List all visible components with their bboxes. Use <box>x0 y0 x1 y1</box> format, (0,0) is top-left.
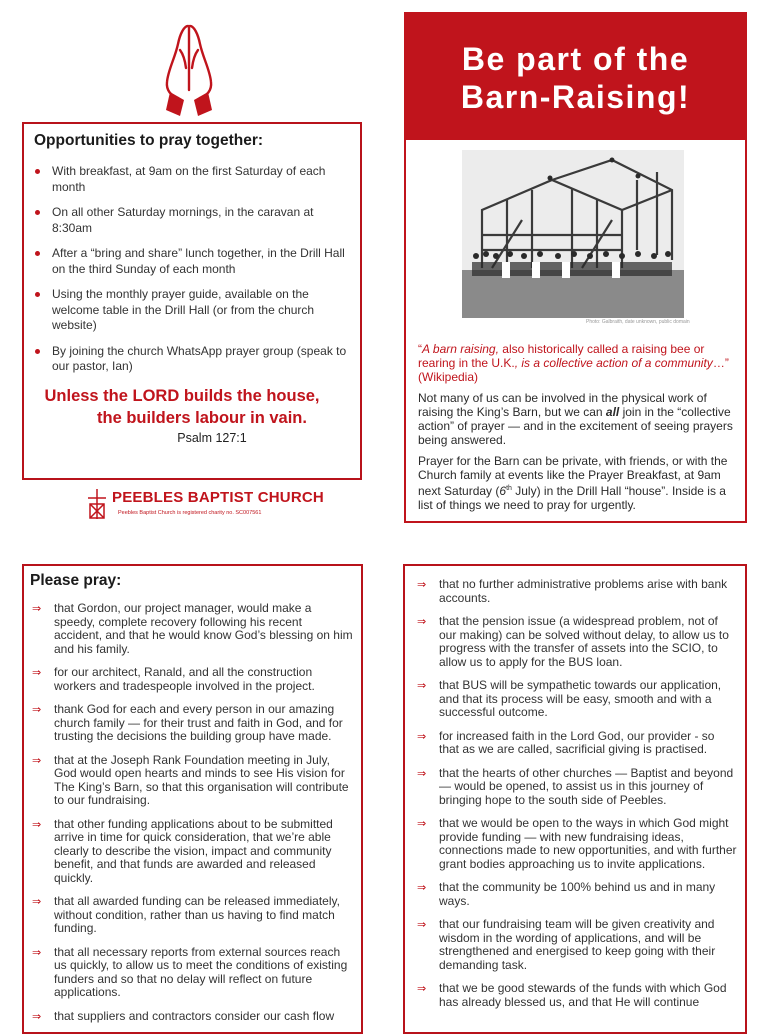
list-item <box>415 679 737 720</box>
barn-raising-panel <box>404 12 747 523</box>
list-item <box>415 767 737 808</box>
list-item <box>415 730 737 757</box>
arrow-bullet-icon: ⇒ <box>32 895 42 908</box>
barn-title-line: Barn-Raising! <box>460 79 691 115</box>
list-item: On all other Saturday mornings, in the caravan at 8:30am <box>34 205 350 236</box>
barn-body <box>418 342 740 519</box>
list-item-text: for increased faith in the Lord God, our provider - so that as we are called, sacrificial giving is practised. <box>439 728 715 756</box>
list-item-text: that our fundraising team will be given creativity and wisdom in the wording of applications, and will be strengthened and energised to keep going with their demanding task. <box>439 917 716 972</box>
arrow-bullet-icon: ⇒ <box>417 729 427 743</box>
barn-paragraph <box>418 391 740 447</box>
opportunities-heading: Opportunities to pray together: <box>34 132 264 149</box>
list-item <box>415 817 737 871</box>
quote-text: also historically called a raising bee or rearing in the U.K. <box>418 342 705 370</box>
church-name: PEEBLES BAPTIST CHURCH <box>112 489 324 506</box>
list-item <box>30 666 353 693</box>
arrow-bullet-icon: ⇒ <box>417 578 427 591</box>
barn-title-line: Be part of the <box>461 41 690 77</box>
barn-raising-photo <box>462 150 684 318</box>
barn-title <box>406 40 745 116</box>
list-item-text: that the pension issue (a widespread problem, not of our making) can be solved without delay, to allow us to progress with the transfer of assets into the SCIO, to allow us to apply for the BUS loan. <box>439 614 729 669</box>
paragraph-text: Not many of us can be involved in the physical work of raising the King’s Barn, but we can <box>418 391 707 419</box>
quote-line: Unless the LORD builds the house, <box>44 386 320 405</box>
please-pray-box <box>22 564 363 1034</box>
opportunities-list <box>34 164 350 375</box>
scripture-reference: Psalm 127:1 <box>177 430 247 445</box>
more-prayers-box <box>403 564 747 1034</box>
list-item <box>415 881 737 908</box>
arrow-bullet-icon: ⇒ <box>32 703 42 716</box>
list-item <box>30 754 353 808</box>
praying-hands-icon <box>158 20 220 118</box>
list-item <box>415 615 737 669</box>
list-item-text: that suppliers and contractors consider our cash flow <box>54 1008 335 1023</box>
list-item-text: that other funding applications about to be submitted arrive in time for quick consideration, that we’re able clearly to describe the vision, impact and community benefit, and that funds are awarded and released quickly. <box>54 816 333 885</box>
quote-line: the builders labour in vain. <box>97 408 307 427</box>
list-item-text: that all necessary reports from external sources reach us quickly, to allow us to meet the conditions of existing funders and so that no delay will reflect on future applications. <box>54 944 348 999</box>
list-item-text: that the community be 100% behind us and in many ways. <box>439 880 716 908</box>
scripture-quote <box>34 385 350 429</box>
arrow-bullet-icon: ⇒ <box>417 918 427 931</box>
list-item <box>415 982 737 1009</box>
list-item-text: that no further administrative problems arise with bank accounts. <box>439 577 728 605</box>
list-item-text: that we would be open to the ways in which God might provide funding — with new fundraising ideas, connections made to new opportunities, and with further grant bodies approaching us to invite applications. <box>439 816 737 871</box>
list-item-text: for our architect, Ranald, and all the construction workers and tradespeople involved in the project. <box>54 665 315 693</box>
arrow-bullet-icon: ⇒ <box>32 602 42 615</box>
list-item <box>30 703 353 744</box>
list-item <box>415 918 737 972</box>
quote-italic: , is a collective action of a community <box>514 356 713 370</box>
arrow-bullet-icon: ⇒ <box>417 766 427 780</box>
list-item: After a “bring and share” lunch together, in the Drill Hall on the third Sunday of each month <box>34 246 350 277</box>
list-item: Using the monthly prayer guide, available on the welcome table in the Drill Hall (or from the church website) <box>34 287 350 334</box>
list-item-text: that all awarded funding can be released immediately, without condition, rather than us having to find match funding. <box>54 894 340 935</box>
list-item: By joining the church WhatsApp prayer group (speak to our pastor, Ian) <box>34 344 350 375</box>
emphasis-all: all <box>605 405 620 419</box>
list-item-text: that BUS will be sympathetic towards our application, and that its process will be easy, smooth and with a successful outcome. <box>439 678 722 719</box>
list-item-text: that at the Joseph Rank Foundation meeting in July, God would open hearts and minds to see His vision for The King’s Barn, so that this organisation will contribute to our fundraising. <box>54 752 349 807</box>
arrow-bullet-icon: ⇒ <box>32 666 42 679</box>
more-prayers-list <box>415 578 737 1009</box>
list-item <box>30 1010 353 1024</box>
arrow-bullet-icon: ⇒ <box>417 982 427 995</box>
arrow-bullet-icon: ⇒ <box>32 1009 42 1023</box>
list-item <box>30 895 353 936</box>
list-item <box>30 602 353 656</box>
quote-source: …” (Wikipedia) <box>418 356 729 384</box>
arrow-bullet-icon: ⇒ <box>32 945 42 959</box>
please-pray-list <box>30 602 353 1023</box>
list-item <box>415 578 737 605</box>
arrow-bullet-icon: ⇒ <box>417 679 427 692</box>
photo-caption: Photo: Galbraith, date unknown, public domain <box>586 319 690 325</box>
arrow-bullet-icon: ⇒ <box>32 753 42 767</box>
date-day: 6 <box>499 484 507 498</box>
arrow-bullet-icon: ⇒ <box>417 817 427 830</box>
wikipedia-quote <box>418 342 740 384</box>
opportunities-box <box>22 122 362 480</box>
arrow-bullet-icon: ⇒ <box>32 817 42 831</box>
list-item-text: thank God for each and every person in our amazing church family — for their trust and faith in God, and for trusting the decisions the building group have made. <box>54 702 343 743</box>
barn-paragraph <box>418 454 740 512</box>
paragraph-text: July) in the Drill Hall “house”. Inside is a list of things we need to pray for urgently. <box>418 484 726 512</box>
date-suffix: th <box>506 485 512 492</box>
paragraph-text: join in the “collective action” of prayer — and in the excitement of seeing prayers being answered. <box>418 405 733 447</box>
arrow-bullet-icon: ⇒ <box>417 615 427 628</box>
arrow-bullet-icon: ⇒ <box>417 881 427 894</box>
church-logo <box>86 488 346 522</box>
quote-mark: “ <box>418 342 422 356</box>
barn-photo <box>462 150 684 318</box>
please-pray-heading: Please pray: <box>30 572 122 589</box>
list-item <box>30 946 353 1000</box>
list-item-text: that we be good stewards of the funds with which God has already blessed us, and that He will continue <box>439 981 727 1009</box>
paragraph-text: Prayer for the Barn can be private, with friends, or with the Church family at events like the Prayer Breakfast, at 9am next Saturday ( <box>418 454 728 498</box>
list-item <box>30 818 353 886</box>
church-cross-icon <box>86 488 108 520</box>
list-item-text: that Gordon, our project manager, would make a speedy, complete recovery following his recent accident, and that he would know God’s blessing on him and his family. <box>54 601 353 656</box>
quote-italic: A barn raising, <box>422 342 499 356</box>
list-item-text: that the hearts of other churches — Baptist and beyond — would be opened, to assist us in this journey of bringing hope to the south side of Peebles. <box>439 765 734 807</box>
charity-registration: Peebles Baptist Church is registered charity no. SC007561 <box>118 510 262 516</box>
list-item: With breakfast, at 9am on the first Saturday of each month <box>34 164 350 195</box>
barn-header <box>406 14 745 140</box>
